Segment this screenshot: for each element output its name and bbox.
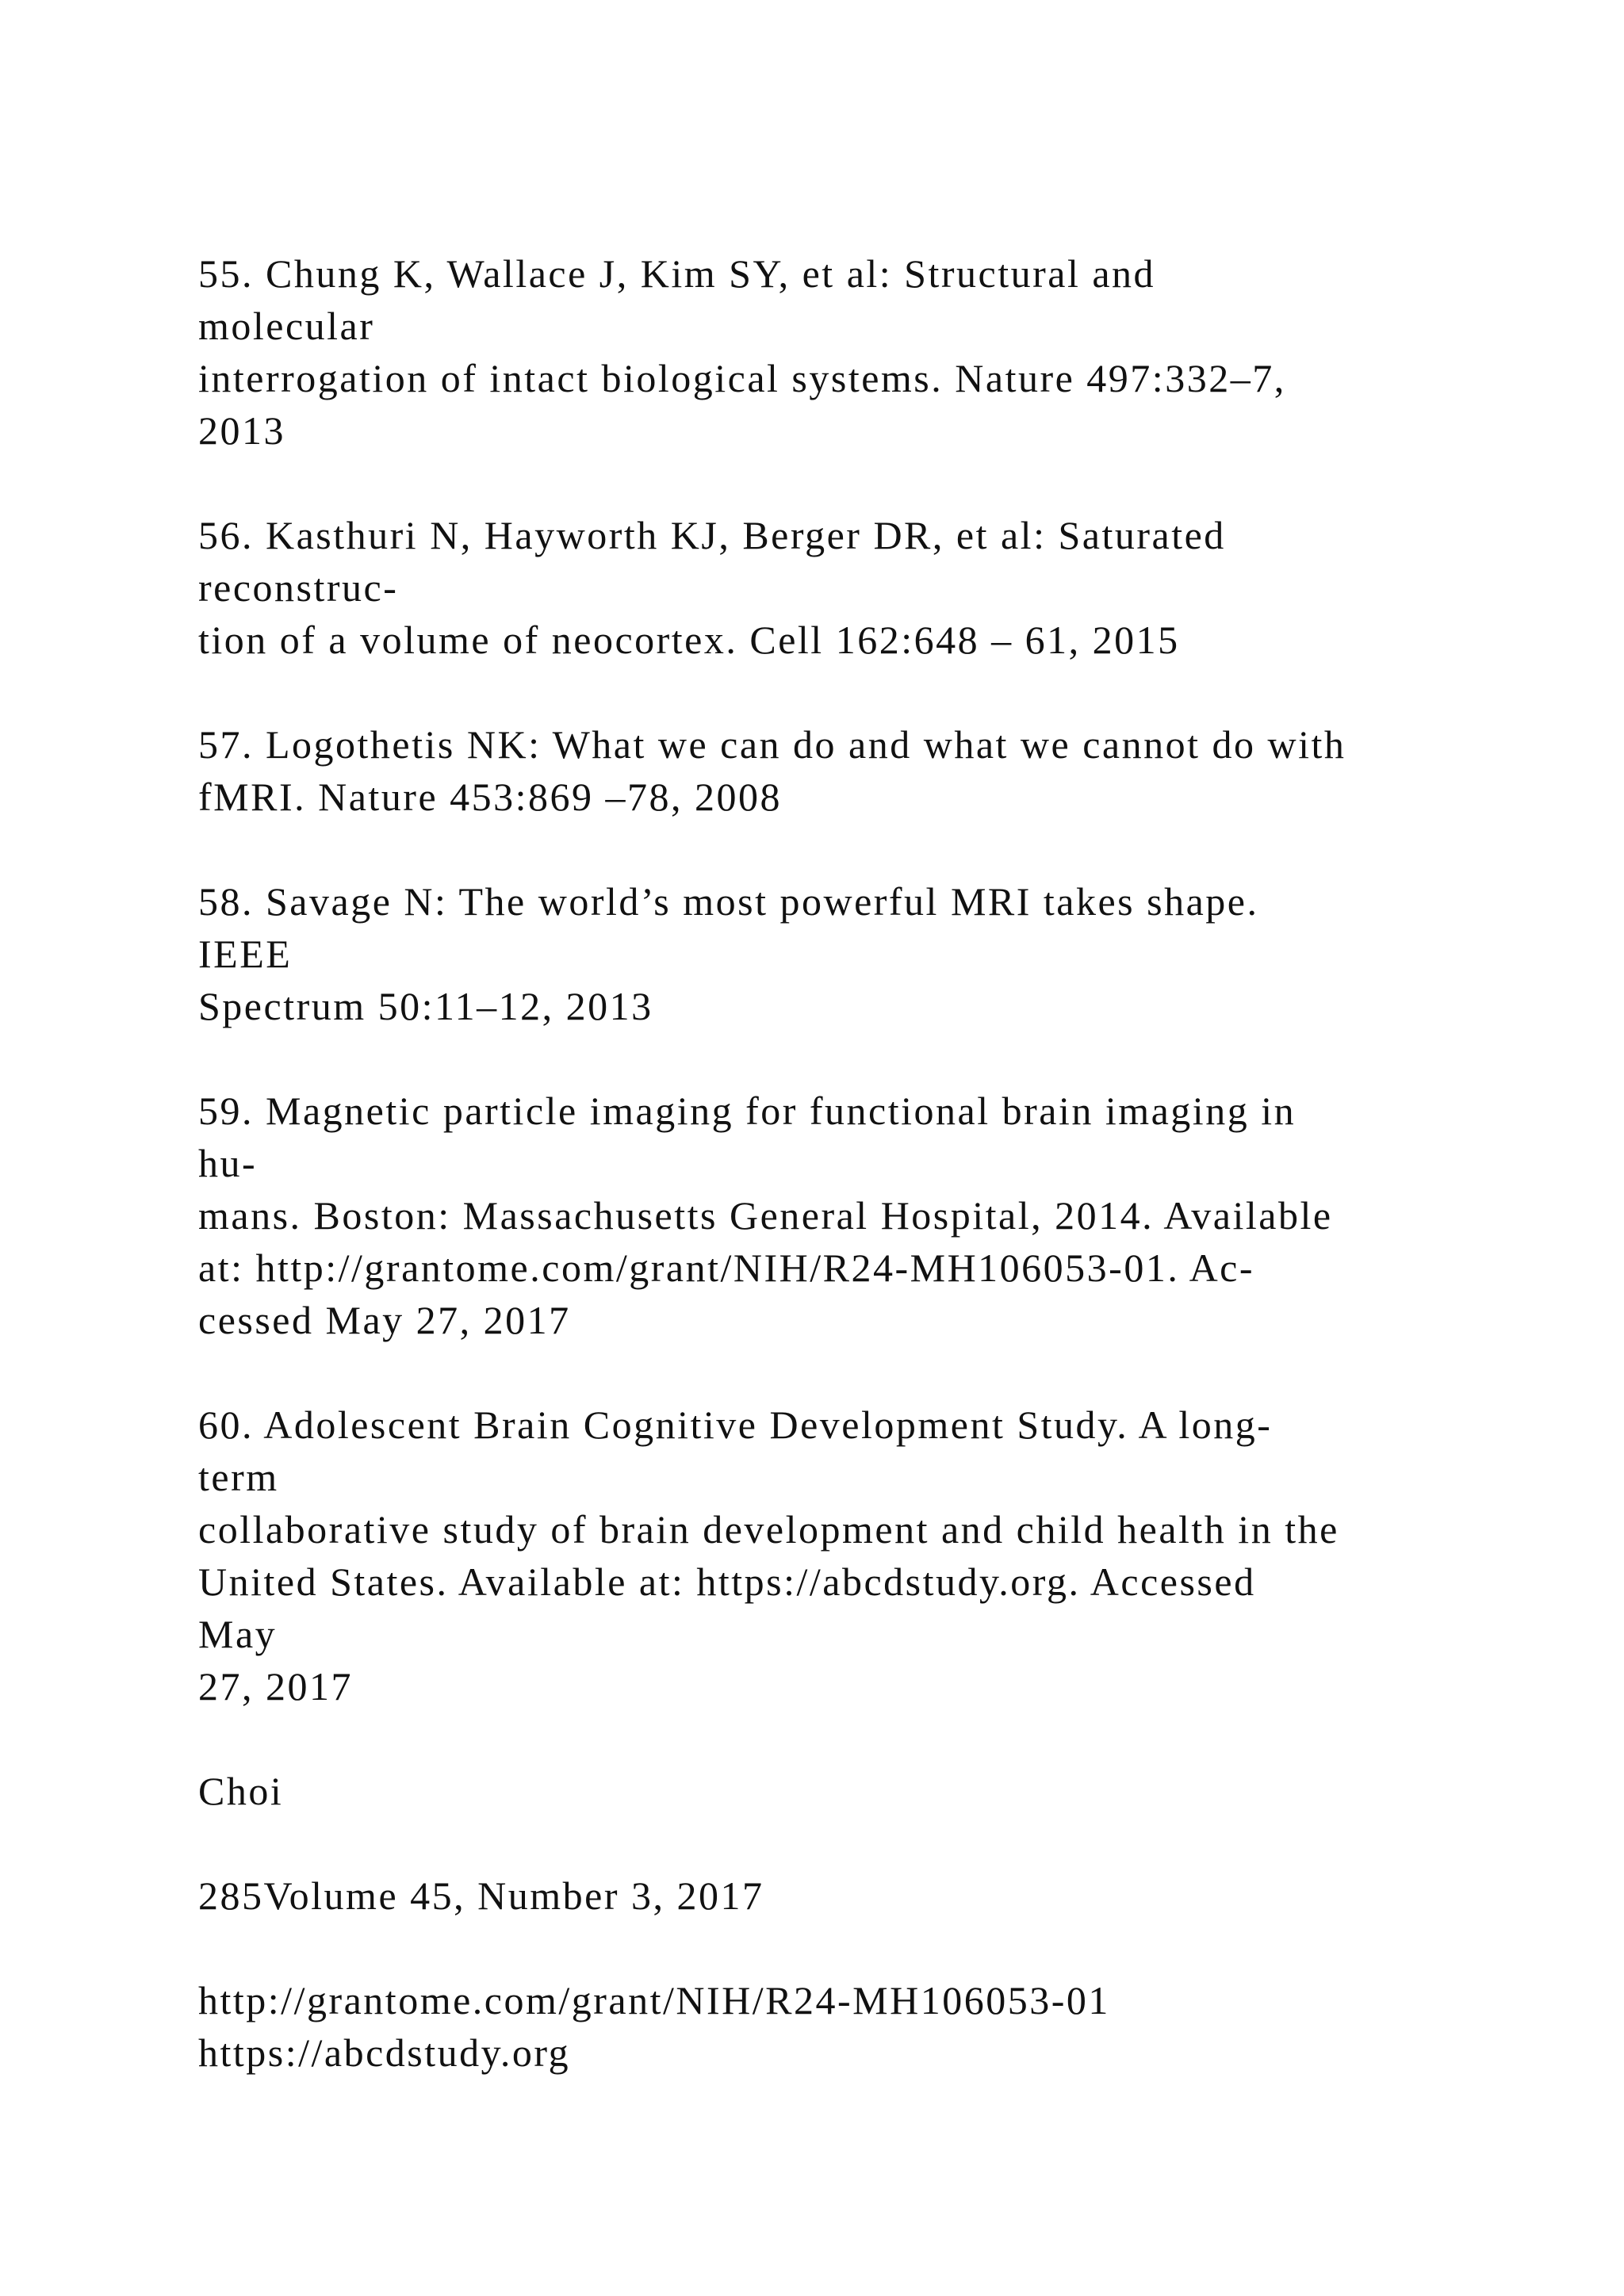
reference-line: 60. Adolescent Brain Cognitive Development Study. A long- bbox=[198, 1402, 1273, 1447]
reference-line: 55. Chung K, Wallace J, Kim SY, et al: Structural and bbox=[198, 251, 1156, 296]
reference-line: May bbox=[198, 1612, 278, 1656]
reference-line: 57. Logothetis NK: What we can do and what we cannot do with bbox=[198, 722, 1346, 767]
reference-line: collaborative study of brain development and child health in the bbox=[198, 1507, 1339, 1552]
reference-55 bbox=[198, 247, 1507, 457]
reference-line: mans. Boston: Massachusetts General Hospital, 2014. Available bbox=[198, 1193, 1333, 1238]
reference-line: cessed May 27, 2017 bbox=[198, 1298, 571, 1342]
reference-57 bbox=[198, 718, 1507, 823]
link-list bbox=[198, 1974, 1507, 2079]
running-author bbox=[198, 1765, 1507, 1817]
reference-line: Spectrum 50:11–12, 2013 bbox=[198, 984, 653, 1028]
running-author-text: Choi bbox=[198, 1769, 284, 1813]
reference-line: 58. Savage N: The world’s most powerful MRI takes shape. bbox=[198, 879, 1259, 924]
reference-line: reconstruc- bbox=[198, 565, 399, 610]
reference-58 bbox=[198, 875, 1507, 1032]
link-grantome[interactable]: http://grantome.com/grant/NIH/R24-MH106053-01 bbox=[198, 1978, 1110, 2022]
reference-line: term bbox=[198, 1455, 279, 1499]
reference-line: 2013 bbox=[198, 408, 285, 453]
reference-line: molecular bbox=[198, 304, 375, 348]
reference-line: 27, 2017 bbox=[198, 1664, 353, 1709]
reference-line: at: http://grantome.com/grant/NIH/R24-MH106053-01. Ac- bbox=[198, 1246, 1255, 1290]
reference-56 bbox=[198, 509, 1507, 666]
reference-text-block bbox=[198, 247, 1507, 2131]
reference-59 bbox=[198, 1085, 1507, 1346]
reference-line: fMRI. Nature 453:869 –78, 2008 bbox=[198, 775, 783, 819]
reference-line: 56. Kasthuri N, Hayworth KJ, Berger DR, et al: Saturated bbox=[198, 513, 1226, 557]
reference-line: interrogation of intact biological systems. Nature 497:332–7, bbox=[198, 356, 1286, 400]
reference-line: hu- bbox=[198, 1141, 258, 1185]
reference-line: 59. Magnetic particle imaging for functional brain imaging in bbox=[198, 1089, 1297, 1133]
reference-line: IEEE bbox=[198, 932, 293, 976]
link-abcdstudy[interactable]: https://abcdstudy.org bbox=[198, 2030, 571, 2075]
reference-line: United States. Available at: https://abcdstudy.org. Accessed bbox=[198, 1559, 1256, 1604]
footer-citation-text: 285Volume 45, Number 3, 2017 bbox=[198, 1873, 764, 1918]
footer-citation bbox=[198, 1869, 1507, 1922]
reference-60 bbox=[198, 1399, 1507, 1712]
reference-line: tion of a volume of neocortex. Cell 162:648 – 61, 2015 bbox=[198, 618, 1180, 662]
